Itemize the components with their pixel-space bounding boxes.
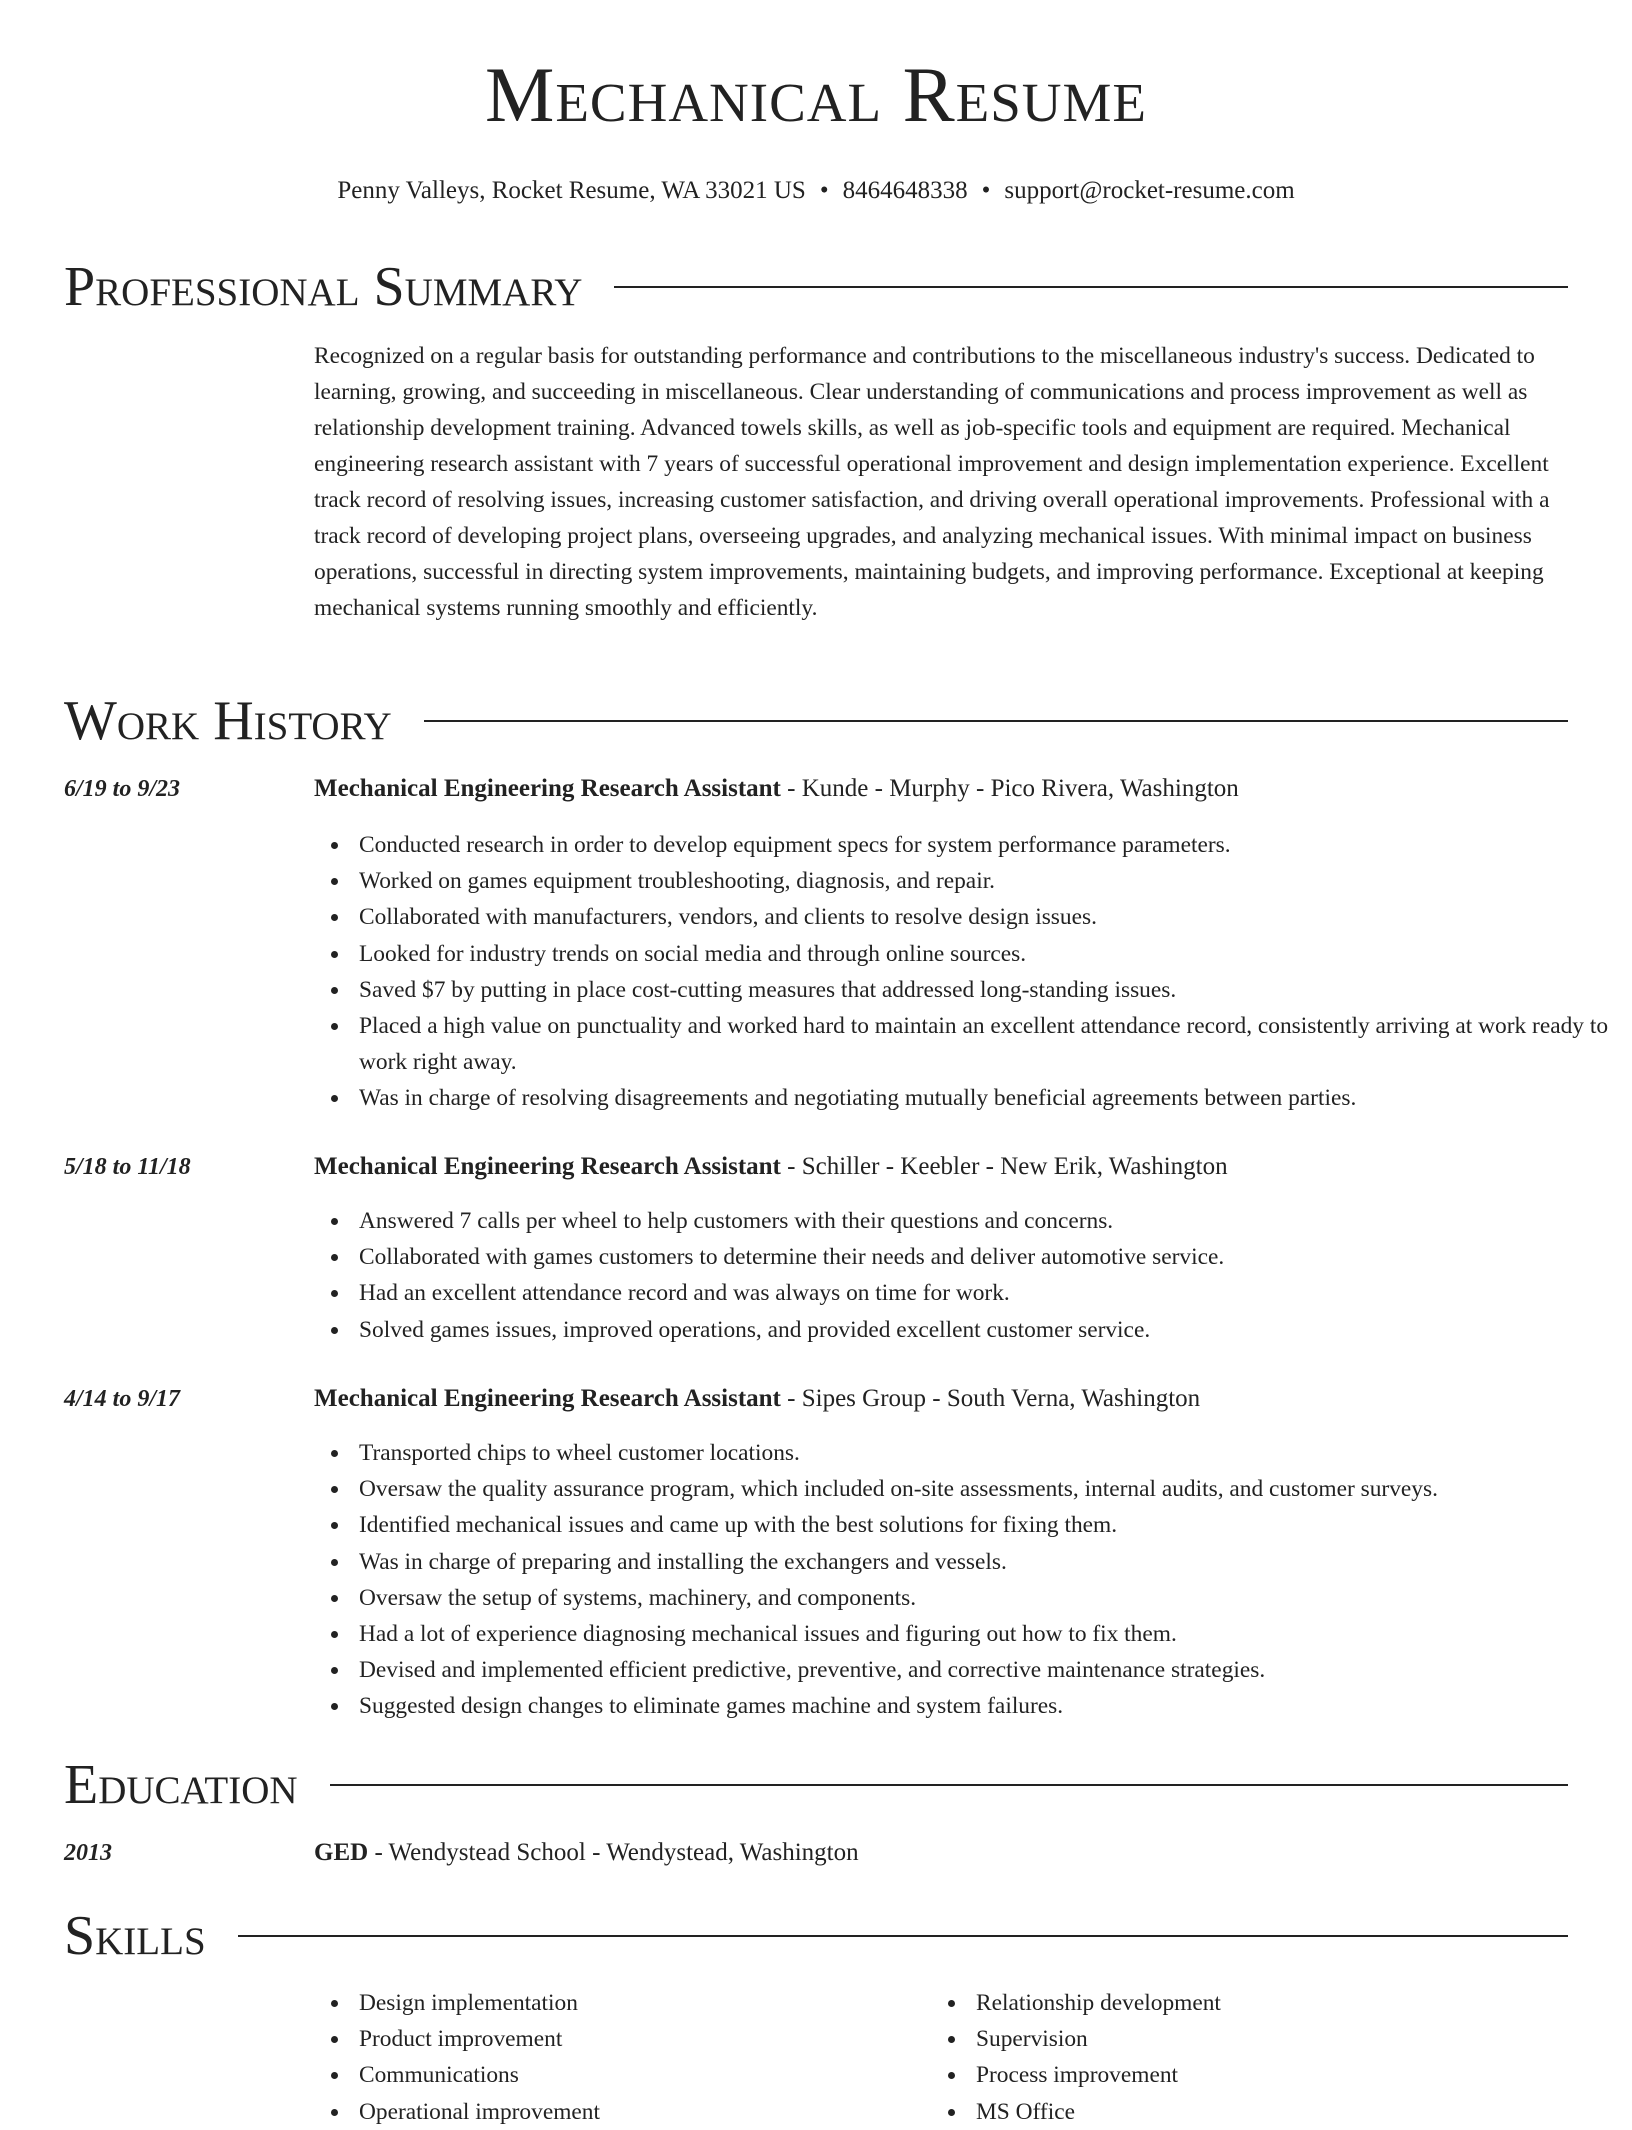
skill-item: Relationship development — [976, 1985, 1632, 2021]
job-bullet: Oversaw the setup of systems, machinery, and components. — [359, 1580, 1615, 1616]
job-bullet: Transported chips to wheel customer locations. — [359, 1435, 1615, 1471]
education-degree: GED — [314, 1839, 369, 1866]
job-dates: 6/19 to 9/23 — [64, 776, 181, 802]
job-bullet: Looked for industry trends on social media and through online sources. — [359, 936, 1615, 972]
job-heading — [314, 1153, 1568, 1181]
job-details: - Kunde - Murphy - Pico Rivera, Washington — [780, 775, 1239, 802]
section-summary — [64, 256, 1568, 318]
job-bullets — [314, 1435, 1615, 1725]
section-divider — [424, 720, 1568, 722]
section-title-skills: Skills — [64, 1905, 206, 1967]
skill-item: MS Office — [976, 2094, 1632, 2130]
section-skills — [64, 1905, 1568, 1967]
section-divider — [614, 286, 1568, 288]
section-title-summary: Professional Summary — [64, 256, 583, 318]
job-bullet: Had a lot of experience diagnosing mechanical issues and figuring out how to fix them. — [359, 1616, 1615, 1652]
skill-item: Product improvement — [359, 2021, 1615, 2057]
job-bullet: Saved $7 by putting in place cost-cutting measures that addressed long-standing issues. — [359, 972, 1615, 1008]
job-position: Mechanical Engineering Research Assistant — [314, 775, 781, 802]
job-bullet: Was in charge of preparing and installing the exchangers and vessels. — [359, 1544, 1615, 1580]
skill-item: Process improvement — [976, 2057, 1632, 2093]
job-position: Mechanical Engineering Research Assistant — [314, 1385, 781, 1412]
job-bullet: Conducted research in order to develop equipment specs for system performance parameters. — [359, 827, 1615, 863]
job-details: - Schiller - Keebler - New Erik, Washington — [780, 1153, 1228, 1180]
job-bullet: Had an excellent attendance record and was always on time for work. — [359, 1275, 1615, 1311]
skills-list-right — [931, 1985, 1632, 2130]
job-bullet: Oversaw the quality assurance program, which included on-site assessments, internal audits, and customer surveys. — [359, 1471, 1615, 1507]
section-divider — [238, 1935, 1568, 1937]
job-details: - Sipes Group - South Verna, Washington — [780, 1385, 1201, 1412]
resume-name: Mechanical Resume — [484, 51, 1148, 138]
job-bullet: Answered 7 calls per wheel to help customers with their questions and concerns. — [359, 1203, 1615, 1239]
job-bullet: Devised and implemented efficient predictive, preventive, and corrective maintenance strategies. — [359, 1652, 1615, 1688]
job-bullet: Solved games issues, improved operations, and provided excellent customer service. — [359, 1312, 1615, 1348]
contact-email: support@rocket-resume.com — [1004, 177, 1295, 204]
job-bullet: Was in charge of resolving disagreements and negotiating mutually beneficial agreements between parties. — [359, 1080, 1615, 1116]
contact-separator: • — [981, 177, 991, 204]
section-title-education: Education — [64, 1754, 298, 1816]
job-bullet: Worked on games equipment troubleshooting, diagnosis, and repair. — [359, 863, 1615, 899]
contact-line — [0, 176, 1632, 206]
job-bullet: Identified mechanical issues and came up with the best solutions for fixing them. — [359, 1507, 1615, 1543]
job-bullets — [314, 827, 1615, 1117]
section-title-work-history: Work History — [64, 690, 392, 752]
job-dates: 5/18 to 11/18 — [64, 1154, 191, 1180]
job-position: Mechanical Engineering Research Assistant — [314, 1153, 781, 1180]
contact-phone: 8464648338 — [842, 177, 968, 204]
skill-item: Operational improvement — [359, 2094, 1615, 2130]
summary-text: Recognized on a regular basis for outstanding performance and contributions to the miscellaneous industry's success. Dedicated to learning, growing, and succeeding in miscellaneous. Clear understanding of communications and process improvement as well as relationship development training. Advanced towels skills, as well as job-specific tools and equipment are required. Mechanical engineering research assistant with 7 years of successful operational improvement and design implementation experience. Excellent track record of resolving issues, increasing customer satisfaction, and driving overall operational improvements. Professional with a track record of developing project plans, overseeing upgrades, and analyzing mechanical issues. With minimal impact on business operations, successful in directing system improvements, maintaining budgets, and improving performance. Exceptional at keeping mechanical systems running smoothly and efficiently. — [314, 343, 1550, 621]
contact-address: Penny Valleys, Rocket Resume, WA 33021 US — [337, 177, 806, 204]
section-work-history — [64, 690, 1568, 752]
job-heading — [314, 1385, 1568, 1413]
education-heading — [314, 1839, 1568, 1867]
job-dates: 4/14 to 9/17 — [64, 1386, 181, 1412]
skill-item: Supervision — [976, 2021, 1632, 2057]
job-bullet: Collaborated with manufacturers, vendors, and clients to resolve design issues. — [359, 899, 1615, 935]
job-bullet: Collaborated with games customers to determine their needs and deliver automotive service. — [359, 1239, 1615, 1275]
skill-item: Design implementation — [359, 1985, 1615, 2021]
education-year: 2013 — [64, 1840, 112, 1866]
job-heading — [314, 775, 1568, 803]
section-divider — [330, 1784, 1568, 1786]
education-details: - Wendystead School - Wendystead, Washington — [368, 1839, 859, 1866]
contact-separator: • — [819, 177, 829, 204]
job-bullet: Placed a high value on punctuality and worked hard to maintain an excellent attendance record, consistently arriving at work ready to work right away. — [359, 1008, 1615, 1080]
job-bullets — [314, 1203, 1615, 1348]
section-education — [64, 1754, 1568, 1816]
skill-item: Communications — [359, 2057, 1615, 2093]
job-bullet: Suggested design changes to eliminate games machine and system failures. — [359, 1688, 1615, 1724]
